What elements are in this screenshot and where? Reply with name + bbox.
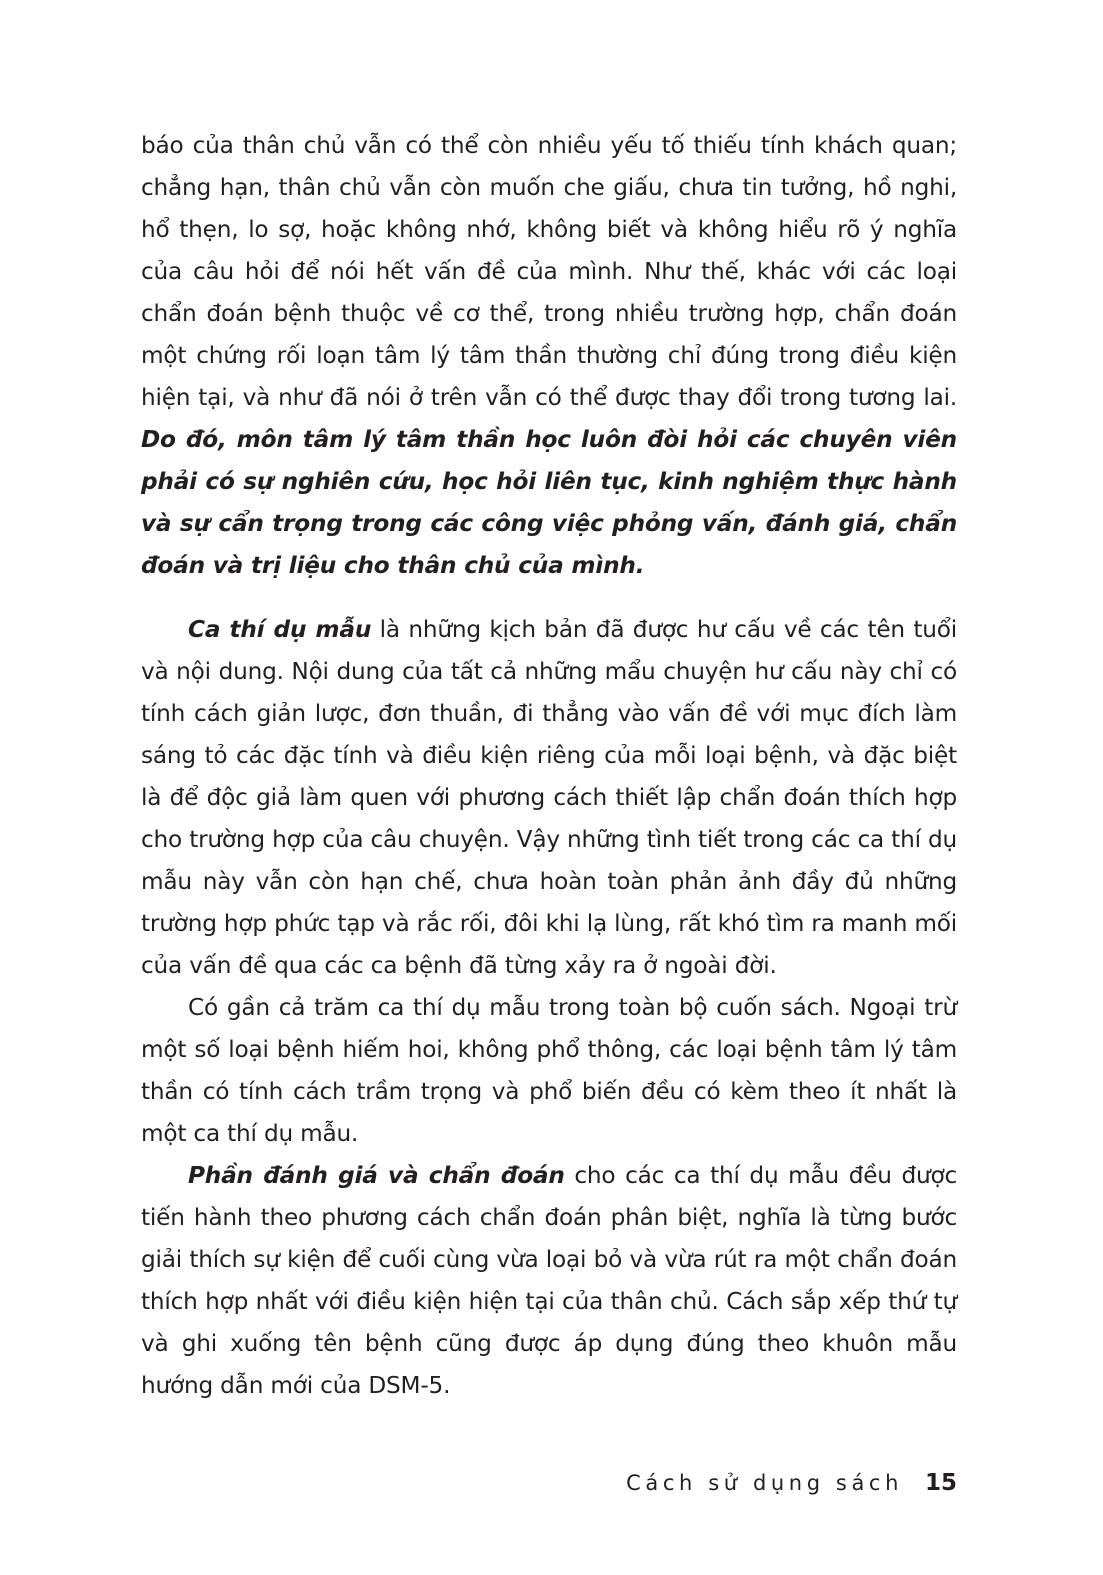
paragraph-text: cho các ca thí dụ mẫu đều được tiến hành theo phương cách chẩn đoán phân biệt, nghĩa là từng bước giải thích sự kiện để cuối cùng vừa loại bỏ và vừa rút ra một chẩn đoán thích hợp nhất với điều kiện hiện tại của thân chủ. Cách sắp xếp thứ tự và ghi xuống tên bệnh cũng được áp dụng đúng theo khuôn mẫu hướng dẫn mới của DSM-5. (141, 1162, 958, 1399)
term-sample-cases: Ca thí dụ mẫu (188, 616, 372, 643)
paragraph-text: là những kịch bản đã được hư cấu về các tên tuổi và nội dung. Nội dung của tất cả những mẩu chuyện hư cấu này chỉ có tính cách giản lược, đơn thuần, đi thẳng vào vấn đề với mục đích làm sáng tỏ các đặc tính và điều kiện riêng của mỗi loại bệnh, và đặc biệt là để độc giả làm quen với phương cách thiết lập chẩn đoán thích hợp cho trường hợp của câu chuyện. Vậy những tình tiết trong các ca thí dụ mẫu này vẫn còn hạn chế, chưa hoàn toàn phản ảnh đầy đủ những trường hợp phức tạp và rắc rối, đôi khi lạ lùng, rất khó tìm ra manh mối của vấn đề qua các ca bệnh đã từng xảy ra ở ngoài đời. (141, 616, 957, 979)
paragraph-case-count (141, 987, 957, 1155)
page-footer (626, 1470, 957, 1504)
page-number: 15 (924, 1470, 957, 1496)
paragraph-continuation (141, 125, 957, 587)
paragraph-assessment (141, 1155, 957, 1407)
body-text (141, 125, 957, 1407)
running-title: Cách sử dụng sách (626, 1471, 903, 1495)
paragraph-sample-cases (141, 609, 957, 987)
paragraph-text: Có gần cả trăm ca thí dụ mẫu trong toàn bộ cuốn sách. Ngoại trừ một số loại bệnh hiếm hoi, không phổ thông, các loại bệnh tâm lý tâm thần có tính cách trầm trọng và phổ biến đều có kèm theo ít nhất là một ca thí dụ mẫu. (141, 994, 957, 1147)
term-assessment-diagnosis: Phần đánh giá và chẩn đoán (188, 1162, 565, 1189)
paragraph-text: báo của thân chủ vẫn có thể còn nhiều yếu tố thiếu tính khách quan; chẳng hạn, thân chủ vẫn còn muốn che giấu, chưa tin tưởng, hồ nghi, hổ thẹn, lo sợ, hoặc không nhớ, không biết và không hiểu rõ ý nghĩa của câu hỏi để nói hết vấn đề của mình. Như thế, khác với các loại chẩn đoán bệnh thuộc về cơ thể, trong nhiều trường hợp, chẩn đoán một chứng rối loạn tâm lý tâm thần thường chỉ đúng trong điều kiện hiện tại, và như đã nói ở trên vẫn có thể được thay đổi trong tương lai. (141, 132, 957, 411)
emphasized-conclusion: Do đó, môn tâm lý tâm thần học luôn đòi hỏi các chuyên viên phải có sự nghiên cứu, học hỏi liên tục, kinh nghiệm thực hành và sự cẩn trọng trong các công việc phỏng vấn, đánh giá, chẩn đoán và trị liệu cho thân chủ của mình. (141, 426, 957, 579)
